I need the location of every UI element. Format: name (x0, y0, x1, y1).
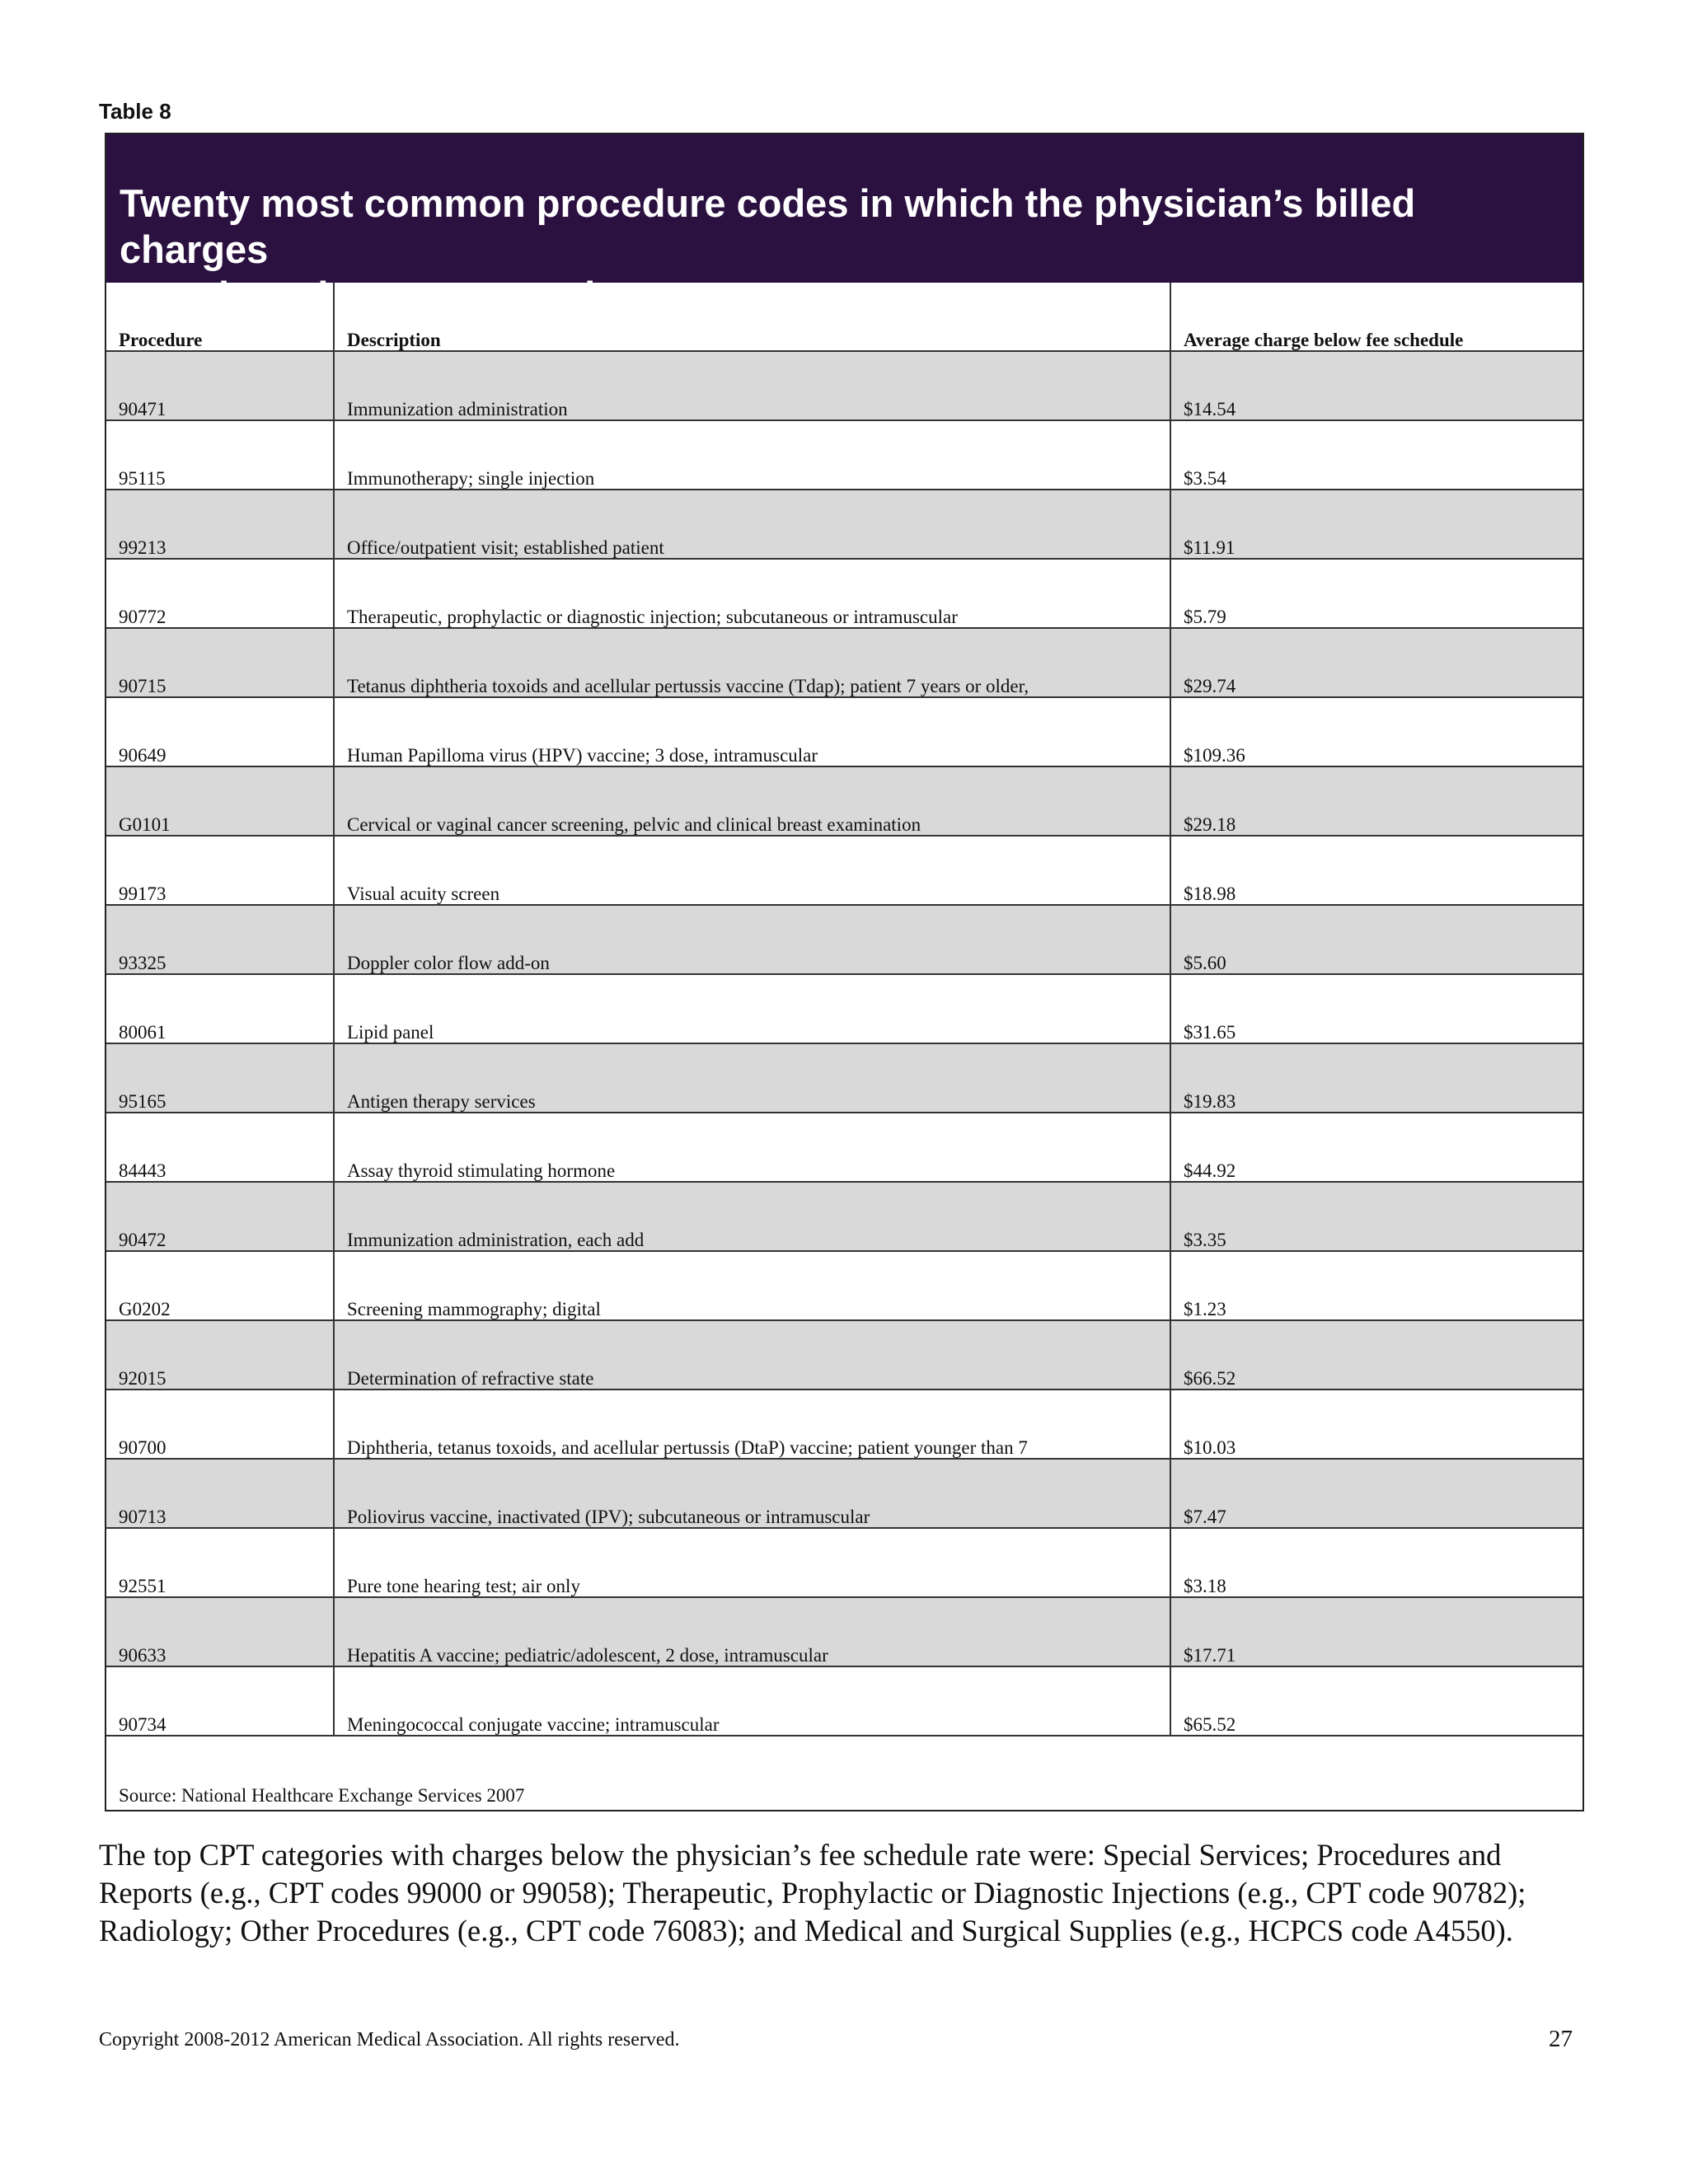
description-cell: Doppler color flow add-on (333, 906, 1170, 973)
description-cell: Meningococcal conjugate vaccine; intramuscular (333, 1667, 1170, 1735)
procedure-cell: 99173 (119, 883, 166, 904)
procedure-cell: G0101 (119, 814, 171, 835)
charge-cell: $5.60 (1170, 906, 1586, 973)
description-cell: Immunization administration, each add (333, 1183, 1170, 1250)
charge-cell: $1.23 (1170, 1252, 1586, 1319)
procedure-cell: 99213 (119, 537, 166, 558)
description-cell: Assay thyroid stimulating hormone (333, 1113, 1170, 1181)
table-row (106, 560, 1582, 629)
charge-cell: $11.91 (1170, 490, 1586, 558)
charge-cell: $31.65 (1170, 975, 1586, 1043)
procedure-cell: 90713 (119, 1507, 166, 1527)
charge-cell: $65.52 (1170, 1667, 1586, 1735)
table-row (106, 490, 1582, 560)
procedure-cell: 90734 (119, 1714, 166, 1735)
table-source: Source: National Healthcare Exchange Services 2007 (119, 1785, 525, 1806)
charge-cell: $17.71 (1170, 1598, 1586, 1666)
description-cell: Immunization administration (333, 352, 1170, 419)
procedure-cell: 90649 (119, 745, 166, 766)
description-cell: Determination of refractive state (333, 1321, 1170, 1389)
header-charge: Average charge below fee schedule (1170, 283, 1586, 350)
table-header-row (106, 283, 1582, 352)
procedure-cell: 90633 (119, 1645, 166, 1666)
charge-cell: $44.92 (1170, 1113, 1586, 1181)
table-row (106, 1529, 1582, 1598)
description-cell: Antigen therapy services (333, 1044, 1170, 1112)
charge-cell: $29.18 (1170, 767, 1586, 835)
charge-cell: $19.83 (1170, 1044, 1586, 1112)
header-description: Description (333, 283, 1170, 350)
table-body (106, 352, 1582, 1736)
footer-copyright: Copyright 2008-2012 American Medical Association. All rights reserved. (99, 2029, 680, 2050)
table-row (106, 1598, 1582, 1667)
description-cell: Hepatitis A vaccine; pediatric/adolescent, 2 dose, intramuscular (333, 1598, 1170, 1666)
page-number: 27 (1549, 2026, 1573, 2052)
table-row (106, 1390, 1582, 1460)
charge-cell: $5.79 (1170, 560, 1586, 627)
procedure-table (105, 133, 1584, 1811)
table-grid (106, 283, 1582, 1806)
procedure-cell: 95115 (119, 468, 166, 489)
description-cell: Human Papilloma virus (HPV) vaccine; 3 dose, intramuscular (333, 698, 1170, 766)
procedure-cell: 90472 (119, 1230, 166, 1250)
body-paragraph: The top CPT categories with charges below the physician’s fee schedule rate were: Special Services; Procedures and Reports (e.g., CPT codes 99000 or 99058); Therapeutic, Prophylactic or Diagnostic Injections (e.g., CPT code 90782); Radiology; Other Procedures (e.g., CPT code 76083); and Medical and Surgical Supplies (e.g., HCPCS code A4550). (99, 1838, 1526, 1947)
charge-cell: $3.35 (1170, 1183, 1586, 1250)
table-row (106, 767, 1582, 837)
table-title: Twenty most common procedure codes in which the physician’s billed charges were less than contracted amount (106, 134, 1582, 283)
table-source-row (106, 1736, 1582, 1806)
charge-cell: $109.36 (1170, 698, 1586, 766)
description-cell: Immunotherapy; single injection (333, 421, 1170, 489)
procedure-cell: 92015 (119, 1368, 166, 1389)
procedure-cell: 90715 (119, 676, 166, 696)
table-row (106, 975, 1582, 1044)
description-cell: Tetanus diphtheria toxoids and acellular pertussis vaccine (Tdap); patient 7 years or older, (333, 629, 1170, 696)
table-row (106, 1044, 1582, 1113)
description-cell: Lipid panel (333, 975, 1170, 1043)
procedure-cell: 92551 (119, 1576, 166, 1596)
description-cell: Cervical or vaginal cancer screening, pelvic and clinical breast examination (333, 767, 1170, 835)
table-row (106, 698, 1582, 767)
table-row (106, 1460, 1582, 1529)
description-cell: Therapeutic, prophylactic or diagnostic injection; subcutaneous or intramuscular (333, 560, 1170, 627)
table-row (106, 906, 1582, 975)
charge-cell: $3.18 (1170, 1529, 1586, 1596)
charge-cell: $66.52 (1170, 1321, 1586, 1389)
table-row (106, 629, 1582, 698)
procedure-cell: 93325 (119, 953, 166, 973)
procedure-cell: 80061 (119, 1022, 166, 1043)
header-procedure: Procedure (119, 330, 203, 350)
procedure-cell: 90772 (119, 607, 166, 627)
charge-cell: $18.98 (1170, 837, 1586, 904)
procedure-cell: 84443 (119, 1160, 166, 1181)
table-label: Table 8 (99, 99, 171, 124)
charge-cell: $3.54 (1170, 421, 1586, 489)
table-row (106, 1113, 1582, 1183)
description-cell: Screening mammography; digital (333, 1252, 1170, 1319)
procedure-cell: 95165 (119, 1091, 166, 1112)
table-row (106, 1667, 1582, 1736)
procedure-cell: 90700 (119, 1437, 166, 1458)
table-row (106, 352, 1582, 421)
charge-cell: $10.03 (1170, 1390, 1586, 1458)
description-cell: Poliovirus vaccine, inactivated (IPV); subcutaneous or intramuscular (333, 1460, 1170, 1527)
table-row (106, 1183, 1582, 1252)
table-row (106, 837, 1582, 906)
procedure-cell: G0202 (119, 1299, 171, 1319)
procedure-cell: 90471 (119, 399, 166, 419)
charge-cell: $14.54 (1170, 352, 1586, 419)
table-row (106, 421, 1582, 490)
description-cell: Pure tone hearing test; air only (333, 1529, 1170, 1596)
description-cell: Office/outpatient visit; established patient (333, 490, 1170, 558)
description-cell: Diphtheria, tetanus toxoids, and acellular pertussis (DtaP) vaccine; patient younger than 7 (333, 1390, 1170, 1458)
description-cell: Visual acuity screen (333, 837, 1170, 904)
charge-cell: $29.74 (1170, 629, 1586, 696)
charge-cell: $7.47 (1170, 1460, 1586, 1527)
table-row (106, 1321, 1582, 1390)
table-row (106, 1252, 1582, 1321)
